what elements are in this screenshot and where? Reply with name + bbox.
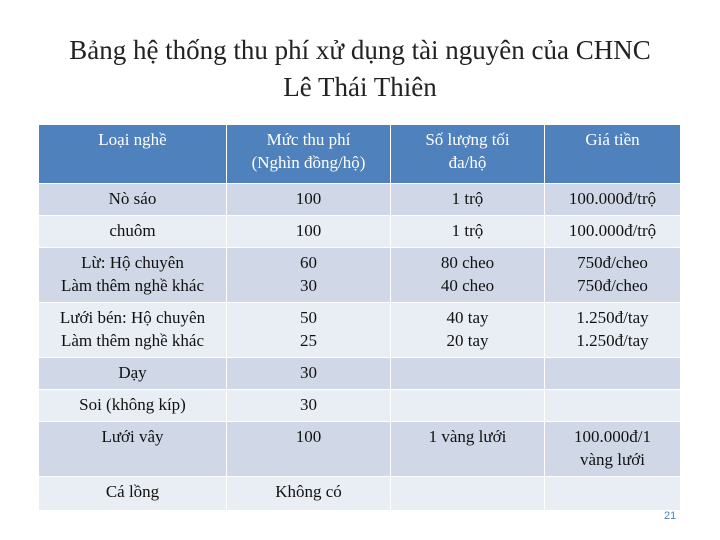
cell-line: 1 trộ	[451, 221, 484, 240]
cell-line: 80 cheo	[440, 253, 495, 272]
cell-line: 100.000đ/1	[574, 427, 651, 446]
table-cell	[227, 216, 391, 248]
cell-line: vàng lưới	[580, 450, 645, 469]
table-cell	[39, 358, 227, 390]
table-cell	[227, 303, 391, 358]
table-cell	[545, 477, 681, 511]
table-cell	[227, 184, 391, 216]
cell-line: Số lượng tối	[425, 130, 510, 149]
table-cell	[545, 248, 681, 303]
table-cell	[39, 303, 227, 358]
table-cell	[39, 477, 227, 511]
table-row	[39, 390, 681, 422]
table-cell	[39, 216, 227, 248]
cell-line: (Nghìn đồng/hộ)	[251, 153, 366, 172]
table-cell	[545, 390, 681, 422]
table-cell	[39, 390, 227, 422]
table-cell	[39, 248, 227, 303]
cell-line: 40 cheo	[440, 276, 495, 295]
title-line-1: Bảng hệ thống thu phí xử dụng tài nguyên của CHNC	[69, 35, 651, 65]
table-cell	[391, 248, 545, 303]
cell-line: 30	[300, 395, 317, 414]
table-row	[39, 216, 681, 248]
cell-line: Không có	[275, 482, 342, 501]
cell-line: Giá tiền	[585, 130, 640, 149]
cell-line: 30	[300, 363, 317, 382]
table-cell	[545, 184, 681, 216]
table-cell	[545, 422, 681, 477]
cell-line: 25	[300, 331, 317, 350]
cell-line: 1.250đ/tay	[576, 331, 649, 350]
title-line-2: Lê Thái Thiên	[283, 72, 437, 102]
cell-line: 100	[295, 427, 322, 446]
cell-line: Lưới bén: Hộ chuyên	[59, 308, 206, 327]
cell-line: Cá lồng	[105, 482, 160, 501]
cell-line: Loại nghề	[98, 130, 167, 149]
cell-line: Làm thêm nghề khác	[60, 276, 205, 295]
table-cell	[391, 390, 545, 422]
table-row	[39, 303, 681, 358]
table-row	[39, 248, 681, 303]
cell-line: 50	[300, 308, 317, 327]
cell-line: Soi (không kíp)	[79, 395, 186, 414]
cell-line: 750đ/cheo	[577, 253, 648, 272]
cell-line: 100	[295, 221, 322, 240]
cell-line: 1 trộ	[451, 189, 484, 208]
table-cell	[545, 358, 681, 390]
cell-line: chuôm	[109, 221, 156, 240]
header-cell-type	[39, 125, 227, 184]
table-row	[39, 477, 681, 511]
fee-table	[38, 124, 681, 511]
cell-line: Lưới vây	[101, 427, 164, 446]
page-number: 21	[664, 510, 677, 522]
table-cell	[545, 303, 681, 358]
table-cell	[391, 303, 545, 358]
table-cell	[227, 390, 391, 422]
cell-line: 40 tay	[446, 308, 489, 327]
cell-line: Làm thêm nghề khác	[60, 331, 205, 350]
cell-line: Nò sáo	[108, 189, 157, 208]
cell-line: 60	[300, 253, 317, 272]
cell-line: 1.250đ/tay	[576, 308, 649, 327]
cell-line: Lừ: Hộ chuyên	[81, 253, 184, 272]
cell-line: 100	[295, 189, 322, 208]
cell-line: 30	[300, 276, 317, 295]
table-cell	[391, 358, 545, 390]
cell-line: Dạy	[118, 363, 147, 382]
table-cell	[39, 422, 227, 477]
table-cell	[391, 422, 545, 477]
header-cell-quantity	[391, 125, 545, 184]
table-row	[39, 422, 681, 477]
table-cell	[391, 184, 545, 216]
table-cell	[227, 422, 391, 477]
table-cell	[227, 477, 391, 511]
header-cell-fee	[227, 125, 391, 184]
cell-line: Mức thu phí	[266, 130, 351, 149]
table-cell	[391, 477, 545, 511]
cell-line: 750đ/cheo	[577, 276, 648, 295]
header-cell-price	[545, 125, 681, 184]
table-cell	[391, 216, 545, 248]
table-cell	[227, 248, 391, 303]
cell-line: 100.000đ/trộ	[568, 189, 657, 208]
table-row	[39, 358, 681, 390]
table-cell	[545, 216, 681, 248]
slide-title	[0, 32, 720, 106]
table-row	[39, 184, 681, 216]
cell-line: đa/hộ	[448, 153, 487, 172]
cell-line: 20 tay	[446, 331, 489, 350]
cell-line: 100.000đ/trộ	[568, 221, 657, 240]
table-header-row	[39, 125, 681, 184]
cell-line: 1 vàng lưới	[428, 427, 507, 446]
table-cell	[39, 184, 227, 216]
table-cell	[227, 358, 391, 390]
